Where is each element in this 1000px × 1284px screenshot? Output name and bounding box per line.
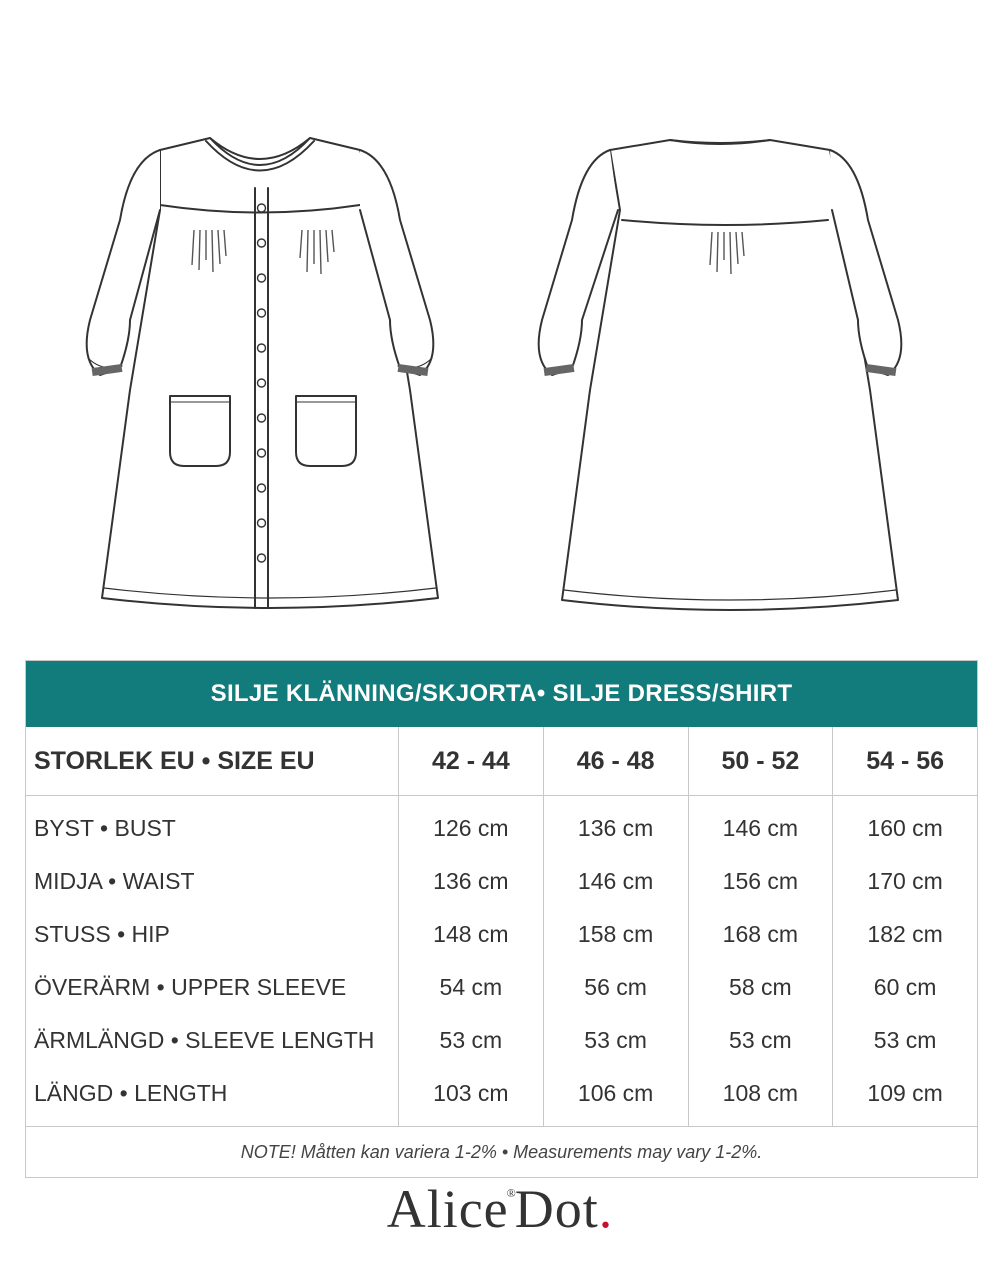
logo-text-dot: Dot	[514, 1179, 599, 1239]
row-label: MIDJA • WAIST	[34, 868, 195, 894]
row-label: ÄRMLÄNGD • SLEEVE LENGTH	[34, 1027, 375, 1053]
row-value: 58 cm	[688, 961, 833, 1014]
row-label: STUSS • HIP	[34, 921, 170, 947]
table-row	[26, 796, 978, 856]
row-value: 160 cm	[833, 796, 978, 856]
row-label: BYST • BUST	[34, 815, 176, 841]
row-value: 170 cm	[833, 855, 978, 908]
size-header-cell: 42 - 44	[399, 727, 544, 796]
note-row	[26, 1127, 978, 1178]
table-row	[26, 1067, 978, 1127]
row-value: 109 cm	[833, 1067, 978, 1127]
row-value: 182 cm	[833, 908, 978, 961]
row-value: 53 cm	[543, 1014, 688, 1067]
row-value: 126 cm	[399, 796, 544, 856]
row-value: 108 cm	[688, 1067, 833, 1127]
row-value: 136 cm	[399, 855, 544, 908]
row-value: 53 cm	[688, 1014, 833, 1067]
size-chart-table	[25, 660, 978, 1178]
row-value: 54 cm	[399, 961, 544, 1014]
row-value: 148 cm	[399, 908, 544, 961]
size-header-cell: 54 - 56	[833, 727, 978, 796]
size-header-cell: 46 - 48	[543, 727, 688, 796]
logo-registered-mark: ®	[506, 1186, 517, 1200]
row-value: 53 cm	[833, 1014, 978, 1067]
size-header-label: STORLEK EU • SIZE EU	[26, 727, 399, 796]
measurement-note: NOTE! Måtten kan variera 1-2% • Measurements may vary 1-2%.	[26, 1127, 978, 1178]
row-value: 146 cm	[688, 796, 833, 856]
row-label: LÄNGD • LENGTH	[34, 1080, 228, 1106]
row-value: 103 cm	[399, 1067, 544, 1127]
row-value: 136 cm	[543, 796, 688, 856]
table-title-row	[26, 661, 978, 728]
row-label: ÖVERÄRM • UPPER SLEEVE	[34, 974, 347, 1000]
table-row	[26, 1014, 978, 1067]
brand-logo	[0, 1178, 1000, 1240]
row-value: 106 cm	[543, 1067, 688, 1127]
row-value: 60 cm	[833, 961, 978, 1014]
row-value: 156 cm	[688, 855, 833, 908]
row-value: 53 cm	[399, 1014, 544, 1067]
dress-back-illustration	[510, 20, 950, 640]
logo-red-period: .	[598, 1179, 614, 1239]
table-row	[26, 961, 978, 1014]
table-row	[26, 908, 978, 961]
size-header-row	[26, 727, 978, 796]
dress-front-illustration	[60, 20, 500, 640]
table-row	[26, 855, 978, 908]
row-value: 158 cm	[543, 908, 688, 961]
size-header-cell: 50 - 52	[688, 727, 833, 796]
table-title: SILJE KLÄNNING/SKJORTA• SILJE DRESS/SHIRT	[26, 661, 978, 728]
logo-text-alice: Alice	[386, 1179, 509, 1239]
row-value: 168 cm	[688, 908, 833, 961]
row-value: 146 cm	[543, 855, 688, 908]
row-value: 56 cm	[543, 961, 688, 1014]
